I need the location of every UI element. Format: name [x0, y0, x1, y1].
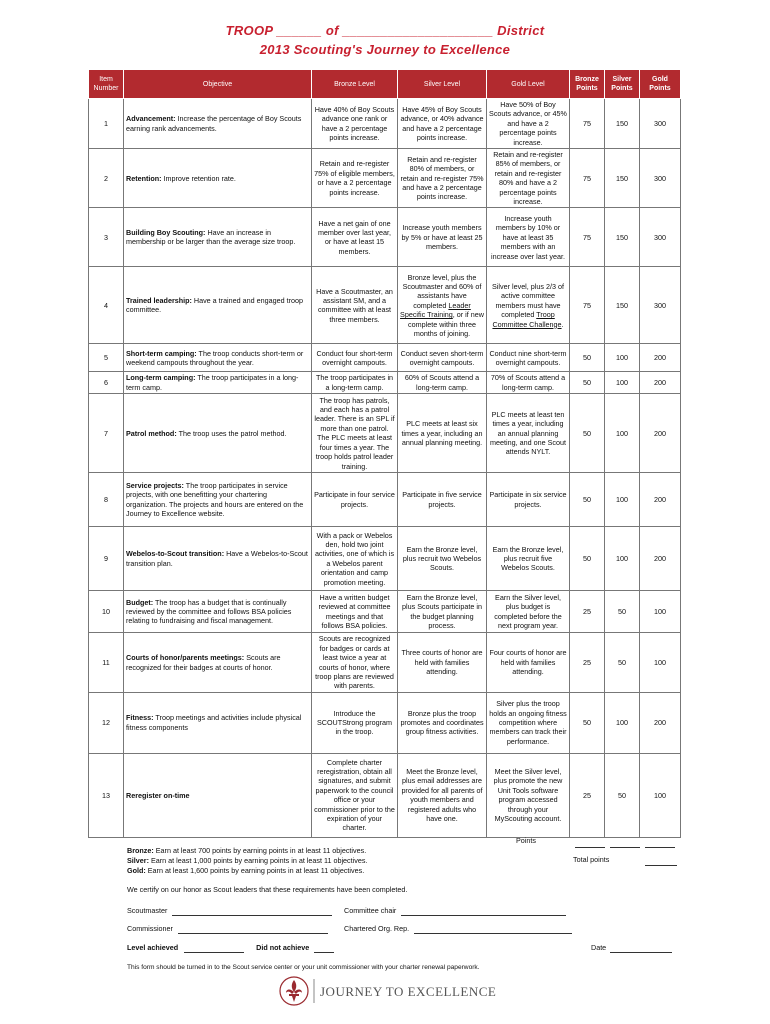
- objective: [124, 591, 312, 633]
- bronze-level: The troop participates in a long-term camp.: [312, 372, 398, 394]
- gold-level: Conduct nine short-term overnight campouts.: [487, 344, 570, 372]
- bronze-points: 50: [570, 394, 605, 473]
- bronze-points: 50: [570, 473, 605, 527]
- level-achieved-label: Level achieved: [127, 943, 179, 952]
- objective: [124, 149, 312, 208]
- table-row: [89, 208, 681, 267]
- fleur-de-lis-icon: [280, 977, 308, 1005]
- silver-level: Retain and re-register 80% of members, or retain and re-register 75% and have a 2 percentage points increase.: [398, 149, 487, 208]
- silver-level: Earn the Bronze level, plus recruit two Webelos Scouts.: [398, 527, 487, 591]
- level-achieved-blank[interactable]: [184, 944, 244, 953]
- gold-level-text: Silver level, plus 2/3 of active committee members must have completed: [492, 281, 564, 320]
- bronze-level: Scouts are recognized for badges or cards at least twice a year at courts of honor, where troop plans are reviewed with parents.: [312, 633, 398, 692]
- objective-title: Trained leadership:: [126, 296, 192, 306]
- item-number: 9: [89, 527, 124, 591]
- silver-points: 50: [605, 591, 640, 633]
- leader-specific-training-link: Leader Specific Training: [400, 300, 471, 320]
- date-label: Date: [591, 943, 607, 952]
- silver-criteria-label: Silver:: [127, 856, 149, 865]
- silver-level: [398, 267, 487, 344]
- silver-level: 60% of Scouts attend a long-term camp.: [398, 372, 487, 394]
- level-achieved-row: [127, 943, 334, 953]
- bronze-criteria-text: Earn at least 700 points by earning points in at least 11 objectives.: [153, 846, 367, 855]
- col-bronze-level: Bronze Level: [312, 70, 398, 99]
- chartered-org-rep-row: [344, 924, 572, 934]
- points-label: Points: [516, 836, 536, 845]
- bronze-level: With a pack or Webelos den, hold two joint activities, one of which is a Webelos parent orientation and camp promotion meeting.: [312, 527, 398, 591]
- logo-wordmark: JOURNEY TO EXCELLENCE: [320, 984, 497, 999]
- objective-title: Long-term camping:: [126, 373, 196, 383]
- bronze-level: Have 40% of Boy Scouts advance one rank or have a 2 percentage points increase.: [312, 99, 398, 149]
- objective-text: Troop meetings and activities include physical fitness components: [126, 713, 302, 732]
- committee-chair-label: Committee chair: [344, 906, 397, 915]
- col-item-number: Item Number: [89, 70, 124, 99]
- commissioner-label: Commissioner: [127, 924, 173, 933]
- did-not-achieve-label: Did not achieve: [256, 943, 310, 952]
- chartered-org-rep-signature-line[interactable]: [414, 925, 572, 934]
- objective: [124, 267, 312, 344]
- gold-level: Earn the Silver level, plus budget is completed before the next program year.: [487, 591, 570, 633]
- objective: [124, 208, 312, 267]
- objective: [124, 344, 312, 372]
- table-row: [89, 99, 681, 149]
- bronze-points: 25: [570, 633, 605, 692]
- bronze-level: Have a net gain of one member over last year, or have at least 15 members.: [312, 208, 398, 267]
- item-number: 1: [89, 99, 124, 149]
- silver-level: Have 45% of Boy Scouts advance, or 40% advance and have a 2 percentage points increase.: [398, 99, 487, 149]
- objective-text: The troop conducts short-term or weekend campouts throughout the year.: [126, 348, 304, 367]
- item-number: 3: [89, 208, 124, 267]
- silver-level: Increase youth members by 5% or have at least 25 members.: [398, 208, 487, 267]
- silver-points: 150: [605, 99, 640, 149]
- objective-text: The troop uses the patrol method.: [176, 428, 287, 438]
- scoutmaster-signature-line[interactable]: [172, 907, 332, 916]
- objective: [124, 473, 312, 527]
- bronze-level: The troop has patrols, and each has a patrol leader. There is an SPL if more than one patrol. The PLC meets at least four times a year. The troop holds patrol leader training.: [312, 394, 398, 473]
- silver-level: Participate in five service projects.: [398, 473, 487, 527]
- table-row: [89, 591, 681, 633]
- gold-level: Four courts of honor are held with families attending.: [487, 633, 570, 692]
- table-row: [89, 692, 681, 753]
- silver-level-text: Bronze level, plus the Scoutmaster and 60% of assistants have completed: [402, 272, 482, 310]
- silver-criteria-text: Earn at least 1,000 points by earning points in at least 11 objectives.: [148, 856, 368, 865]
- scoutmaster-label: Scoutmaster: [127, 906, 168, 915]
- total-points-blank[interactable]: [645, 857, 677, 866]
- objective-title: Reregister on-time: [126, 790, 190, 800]
- gold-points: 200: [640, 473, 681, 527]
- silver-level: Conduct seven short-term overnight campouts.: [398, 344, 487, 372]
- gold-level: Retain and re-register 85% of members, or retain and re-register 80% and have a 2 percentage points increase.: [487, 149, 570, 208]
- gold-level: Meet the Silver level, plus promote the new Unit Tools software program accessed through your MyScouting account.: [487, 753, 570, 837]
- item-number: 5: [89, 344, 124, 372]
- item-number: 4: [89, 267, 124, 344]
- bronze-points: 50: [570, 527, 605, 591]
- silver-points: 150: [605, 149, 640, 208]
- total-points-label: Total points: [573, 855, 610, 864]
- bronze-points-blank[interactable]: [575, 839, 605, 848]
- bronze-level: Conduct four short-term overnight campouts.: [312, 344, 398, 372]
- total-points-blank-wrap: [645, 856, 677, 866]
- gold-criteria: [127, 866, 364, 876]
- table-row: [89, 344, 681, 372]
- certification-statement: We certify on our honor as Scout leaders that these requirements have been completed.: [127, 885, 408, 894]
- silver-level-text-end: , or if new complete within three months of joining.: [408, 310, 484, 338]
- objective-title: Short-term camping:: [126, 348, 197, 358]
- commissioner-row: [127, 924, 328, 934]
- objective-text: Improve retention rate.: [161, 173, 236, 183]
- objective-title: Webelos-to-Scout transition:: [126, 549, 225, 559]
- submission-instructions: This form should be turned in to the Scout service center or your unit commissioner with your charter renewal paperwork.: [127, 964, 480, 971]
- item-number: 8: [89, 473, 124, 527]
- silver-level: Bronze plus the troop promotes and coordinates group fitness activities.: [398, 692, 487, 753]
- gold-level: Earn the Bronze level, plus recruit five Webelos Scouts.: [487, 527, 570, 591]
- objective-title: Patrol method:: [126, 428, 177, 438]
- bronze-points: 75: [570, 208, 605, 267]
- objective-title: Courts of honor/parents meetings:: [126, 653, 245, 663]
- gold-points: 100: [640, 591, 681, 633]
- gold-level: Participate in six service projects.: [487, 473, 570, 527]
- silver-points: 100: [605, 473, 640, 527]
- objective: [124, 527, 312, 591]
- objective-title: Advancement:: [126, 114, 176, 124]
- committee-chair-signature-line[interactable]: [401, 907, 566, 916]
- item-number: 10: [89, 591, 124, 633]
- table-row: [89, 473, 681, 527]
- gold-points: 200: [640, 372, 681, 394]
- item-number: 11: [89, 633, 124, 692]
- gold-points: 300: [640, 149, 681, 208]
- objective: [124, 99, 312, 149]
- silver-points: 100: [605, 692, 640, 753]
- bronze-points: 25: [570, 753, 605, 837]
- item-number: 12: [89, 692, 124, 753]
- silver-points: 100: [605, 372, 640, 394]
- gold-points: 200: [640, 527, 681, 591]
- gold-level: 70% of Scouts attend a long-term camp.: [487, 372, 570, 394]
- col-silver-level: Silver Level: [398, 70, 487, 99]
- objective-text: Have an increase in membership or be larger than the average size troop.: [126, 228, 296, 247]
- bronze-points: 50: [570, 692, 605, 753]
- silver-level: Earn the Bronze level, plus Scouts participate in the budget planning process.: [398, 591, 487, 633]
- bronze-points: 50: [570, 372, 605, 394]
- silver-points-blank[interactable]: [610, 839, 640, 848]
- objective-text: Have a trained and engaged troop committee.: [126, 296, 303, 315]
- bronze-points: 75: [570, 267, 605, 344]
- gold-level: Increase youth members by 10% or have at least 35 members with an increase over last year.: [487, 208, 570, 267]
- gold-level-text-end: .: [561, 319, 564, 329]
- item-number: 2: [89, 149, 124, 208]
- table-row: [89, 267, 681, 344]
- objective-text: The troop participates in service projects, with one benefitting your chartering organization. The projects and hours are entered on the Journey to Excellence website.: [126, 480, 304, 519]
- gold-points: 300: [640, 208, 681, 267]
- silver-points: 100: [605, 394, 640, 473]
- bronze-points: 25: [570, 591, 605, 633]
- did-not-achieve-blank[interactable]: [314, 944, 334, 953]
- item-number: 13: [89, 753, 124, 837]
- objective: [124, 692, 312, 753]
- silver-points: 150: [605, 267, 640, 344]
- gold-points: 300: [640, 267, 681, 344]
- gold-level: Silver plus the troop holds an ongoing fitness competition where members can track their performance.: [487, 692, 570, 753]
- objective-text: Have a Webelos-to-Scout transition plan.: [126, 549, 308, 568]
- gold-level: Have 50% of Boy Scouts advance, or 45% and have a 2 percentage points increase.: [487, 99, 570, 149]
- objective-title: Building Boy Scouting:: [126, 228, 206, 238]
- objective: [124, 372, 312, 394]
- bronze-level: Have a written budget reviewed at committee meetings and that follows BSA policies.: [312, 591, 398, 633]
- form-subtitle: 2013 Scouting's Journey to Excellence: [259, 42, 511, 57]
- table-header-row: [89, 70, 681, 99]
- objective: [124, 633, 312, 692]
- scoutmaster-row: [127, 906, 332, 916]
- col-silver-points: Silver Points: [605, 70, 640, 99]
- objective: [124, 394, 312, 473]
- col-gold-points: Gold Points: [640, 70, 681, 99]
- gold-points: 200: [640, 692, 681, 753]
- table-row: [89, 372, 681, 394]
- gold-criteria-label: Gold:: [127, 866, 146, 875]
- objective-text: Increase the percentage of Boy Scouts earning rank advancements.: [126, 114, 302, 133]
- date-blank[interactable]: [610, 944, 672, 953]
- objective-text: The troop has a budget that is continually reviewed by the committee and follows BSA policies relating to fundraising and fiscal management.: [126, 597, 292, 626]
- table-row: [89, 149, 681, 208]
- gold-criteria-text: Earn at least 1,600 points by earning points in at least 11 objectives.: [145, 866, 365, 875]
- form-title: TROOP ______ of ____________________ District: [225, 23, 545, 38]
- troop-committee-challenge-link: Troop Committee Challenge: [492, 310, 562, 329]
- commissioner-signature-line[interactable]: [178, 925, 328, 934]
- gold-points: 200: [640, 394, 681, 473]
- table-row: [89, 753, 681, 837]
- col-gold-level: Gold Level: [487, 70, 570, 99]
- silver-level: PLC meets at least six times a year, including an annual planning meeting.: [398, 394, 487, 473]
- objective-title: Budget:: [126, 597, 154, 607]
- silver-level: Meet the Bronze level, plus email addresses are provided for all parents of youth members and registered adults who have one.: [398, 753, 487, 837]
- chartered-org-rep-label: Chartered Org. Rep.: [344, 924, 410, 933]
- journey-to-excellence-logo: [278, 975, 498, 1007]
- silver-points: 100: [605, 527, 640, 591]
- table-row: [89, 633, 681, 692]
- gold-points: 300: [640, 99, 681, 149]
- bronze-level: Complete charter reregistration, obtain all signatures, and submit paperwork to the council office or your commissioner prior to the expiration of your charter.: [312, 753, 398, 837]
- silver-criteria: [127, 856, 367, 866]
- table-row: [89, 527, 681, 591]
- bronze-level: Introduce the SCOUTStrong program in the troop.: [312, 692, 398, 753]
- gold-points: 200: [640, 344, 681, 372]
- objectives-table: [88, 69, 681, 838]
- item-number: 6: [89, 372, 124, 394]
- col-bronze-points: Bronze Points: [570, 70, 605, 99]
- item-number: 7: [89, 394, 124, 473]
- silver-points: 100: [605, 344, 640, 372]
- gold-points-blank[interactable]: [645, 839, 675, 848]
- points-blanks: [575, 838, 675, 848]
- silver-points: 50: [605, 753, 640, 837]
- silver-level: Three courts of honor are held with families attending.: [398, 633, 487, 692]
- bronze-points: 75: [570, 99, 605, 149]
- bronze-level: Participate in four service projects.: [312, 473, 398, 527]
- objective-text: Scouts are recognized for their badges at courts of honor.: [126, 653, 281, 672]
- objective: [124, 753, 312, 837]
- bronze-criteria-label: Bronze:: [127, 846, 154, 855]
- objective-title: Retention:: [126, 173, 162, 183]
- objective-title: Service projects:: [126, 480, 184, 490]
- bronze-level: Retain and re-register 75% of eligible members, or have a 2 percentage points increase.: [312, 149, 398, 208]
- col-objective: Objective: [124, 70, 312, 99]
- gold-points: 100: [640, 753, 681, 837]
- gold-level: PLC meets at least ten times a year, including an annual planning meeting, and one Scout attends NYLT.: [487, 394, 570, 473]
- silver-points: 50: [605, 633, 640, 692]
- committee-chair-row: [344, 906, 566, 916]
- bronze-points: 75: [570, 149, 605, 208]
- bronze-criteria: [127, 846, 366, 856]
- bronze-points: 50: [570, 344, 605, 372]
- silver-points: 150: [605, 208, 640, 267]
- objective-text: The troop participates in a long-term camp.: [126, 373, 299, 392]
- gold-points: 100: [640, 633, 681, 692]
- gold-level: [487, 267, 570, 344]
- table-row: [89, 394, 681, 473]
- bronze-level: Have a Scoutmaster, an assistant SM, and a committee with at least three members.: [312, 267, 398, 344]
- date-row: [591, 943, 672, 953]
- objective-title: Fitness:: [126, 713, 154, 723]
